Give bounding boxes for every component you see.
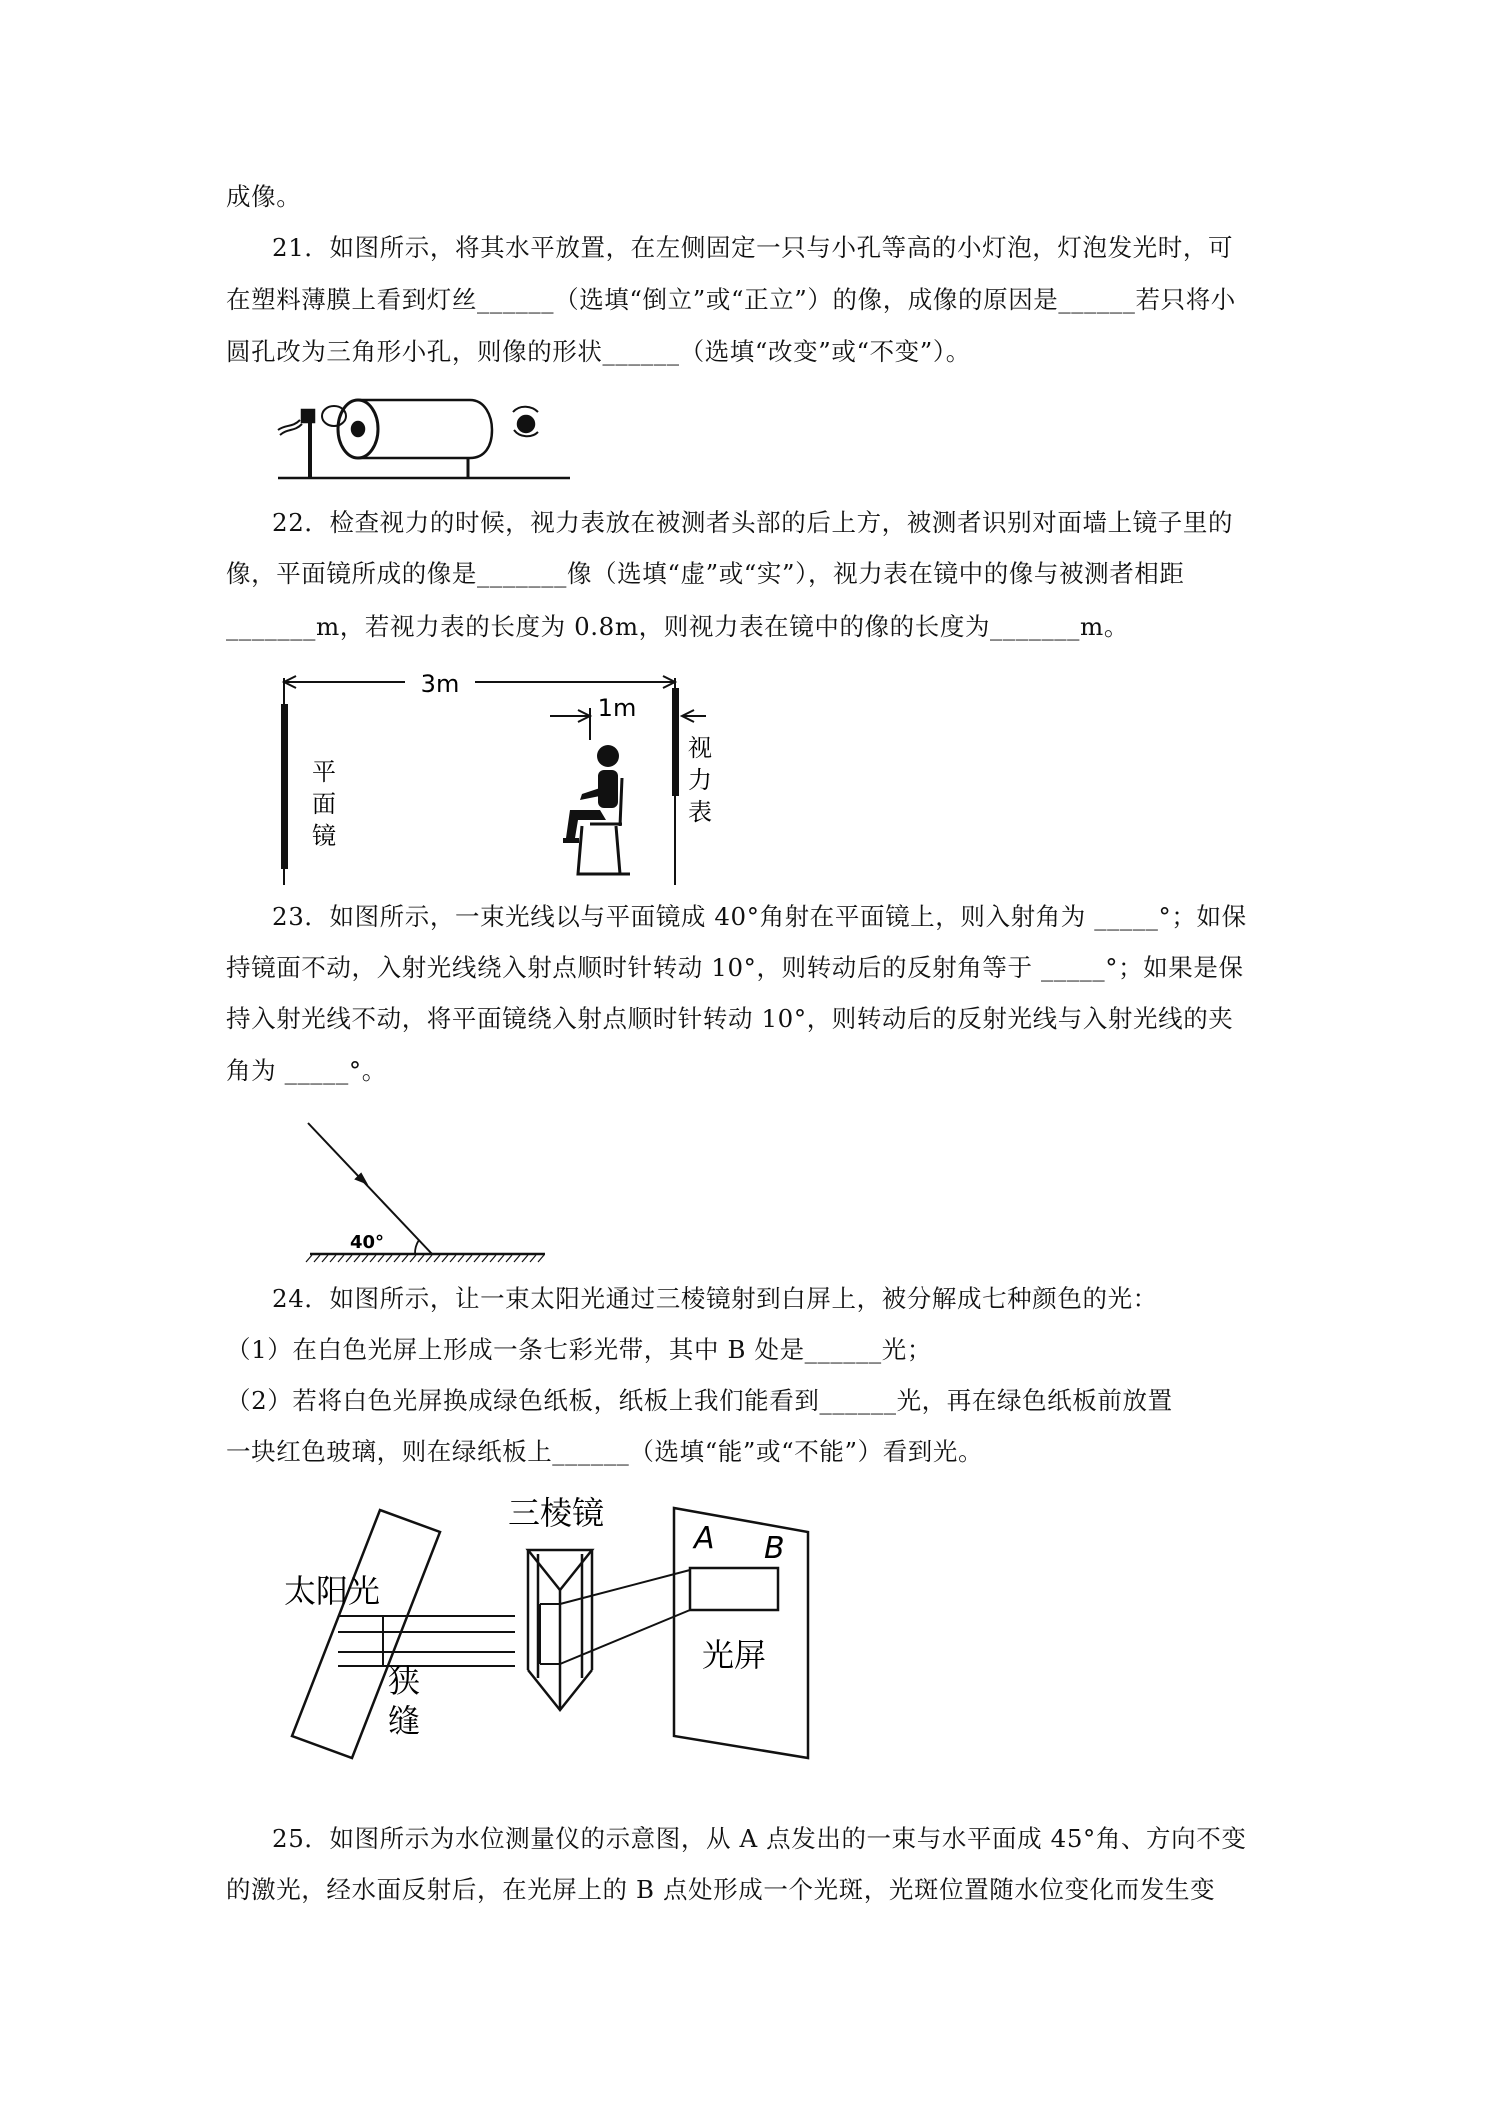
chart-label-3: 表 bbox=[688, 798, 712, 826]
figure-24-prism-dispersion bbox=[270, 1480, 830, 1770]
figure-22-eye-test bbox=[270, 660, 740, 890]
question-25-line: 25．如图所示为水位测量仪的示意图，从 A 点发出的一束与水平面成 45°角、方向不变 bbox=[272, 1824, 1247, 1853]
slit-label-2: 缝 bbox=[388, 1702, 421, 1740]
mirror-label-2: 面 bbox=[312, 790, 336, 818]
chart-label-1: 视 bbox=[688, 734, 712, 762]
mirror-hatching bbox=[306, 1255, 544, 1262]
slit-label-1: 狭 bbox=[388, 1662, 421, 1700]
total-distance-label: 3m bbox=[420, 670, 460, 698]
question-24-line: （2）若将白色光屏换成绿色纸板，纸板上我们能看到______光，再在绿色纸板前放置 bbox=[226, 1386, 1173, 1415]
seated-person-icon bbox=[563, 745, 630, 874]
question-23-line: 23．如图所示，一束光线以与平面镜成 40°角射在平面镜上，则入射角为 _____°；如保 bbox=[272, 902, 1247, 931]
question-21-line: 21．如图所示，将其水平放置，在左侧固定一只与小孔等高的小灯泡，灯泡发光时，可 bbox=[272, 233, 1234, 262]
text-line: 成像。 bbox=[226, 182, 302, 211]
question-22-line: _______m，若视力表的长度为 0.8m，则视力表在镜中的像的长度为_______m。 bbox=[226, 612, 1129, 641]
question-22-line: 22．检查视力的时候，视力表放在被测者头部的后上方，被测者识别对面墙上镜子里的 bbox=[272, 508, 1234, 537]
question-25-line: 的激光，经水面反射后，在光屏上的 B 点处形成一个光斑，光斑位置随水位变化而发生变 bbox=[226, 1875, 1216, 1904]
figure-21-pinhole-camera bbox=[270, 390, 610, 490]
screen-label: 光屏 bbox=[702, 1636, 767, 1674]
point-a-label: A bbox=[694, 1521, 715, 1556]
question-21-line: 在塑料薄膜上看到灯丝______（选填“倒立”或“正立”）的像，成像的原因是______若只将小 bbox=[226, 285, 1236, 314]
question-24-line: 一块红色玻璃，则在绿纸板上______（选填“能”或“不能”）看到光。 bbox=[226, 1437, 984, 1466]
sunlight-label: 太阳光 bbox=[284, 1572, 381, 1610]
question-24-line: 24．如图所示，让一束太阳光通过三棱镜射到白屏上，被分解成七种颜色的光： bbox=[272, 1284, 1158, 1313]
angle-label: 40° bbox=[350, 1232, 385, 1253]
question-23-line: 持镜面不动，入射光线绕入射点顺时针转动 10°，则转动后的反射角等于 _____°；如果是保 bbox=[226, 953, 1244, 982]
question-23-line: 持入射光线不动，将平面镜绕入射点顺时针转动 10°，则转动后的反射光线与入射光线的夹 bbox=[226, 1004, 1234, 1033]
figure-23-reflection bbox=[270, 1115, 570, 1265]
person-distance-label: 1m bbox=[597, 694, 637, 722]
mirror-label-3: 镜 bbox=[312, 822, 336, 850]
question-24-line: （1）在白色光屏上形成一条七彩光带，其中 B 处是______光； bbox=[226, 1335, 932, 1364]
spectrum-band bbox=[690, 1568, 778, 1610]
chart-label-2: 力 bbox=[688, 766, 712, 794]
prism-label: 三棱镜 bbox=[508, 1494, 605, 1532]
prism bbox=[528, 1550, 592, 1710]
question-23-line: 角为 _____°。 bbox=[226, 1056, 387, 1085]
question-22-line: 像，平面镜所成的像是_______像（选填“虚”或“实”），视力表在镜中的像与被测者相距 bbox=[226, 559, 1185, 588]
question-21-line: 圆孔改为三角形小孔，则像的形状______（选填“改变”或“不变”）。 bbox=[226, 337, 971, 366]
point-b-label: B bbox=[764, 1531, 785, 1566]
mirror-label-1: 平 bbox=[312, 758, 336, 786]
